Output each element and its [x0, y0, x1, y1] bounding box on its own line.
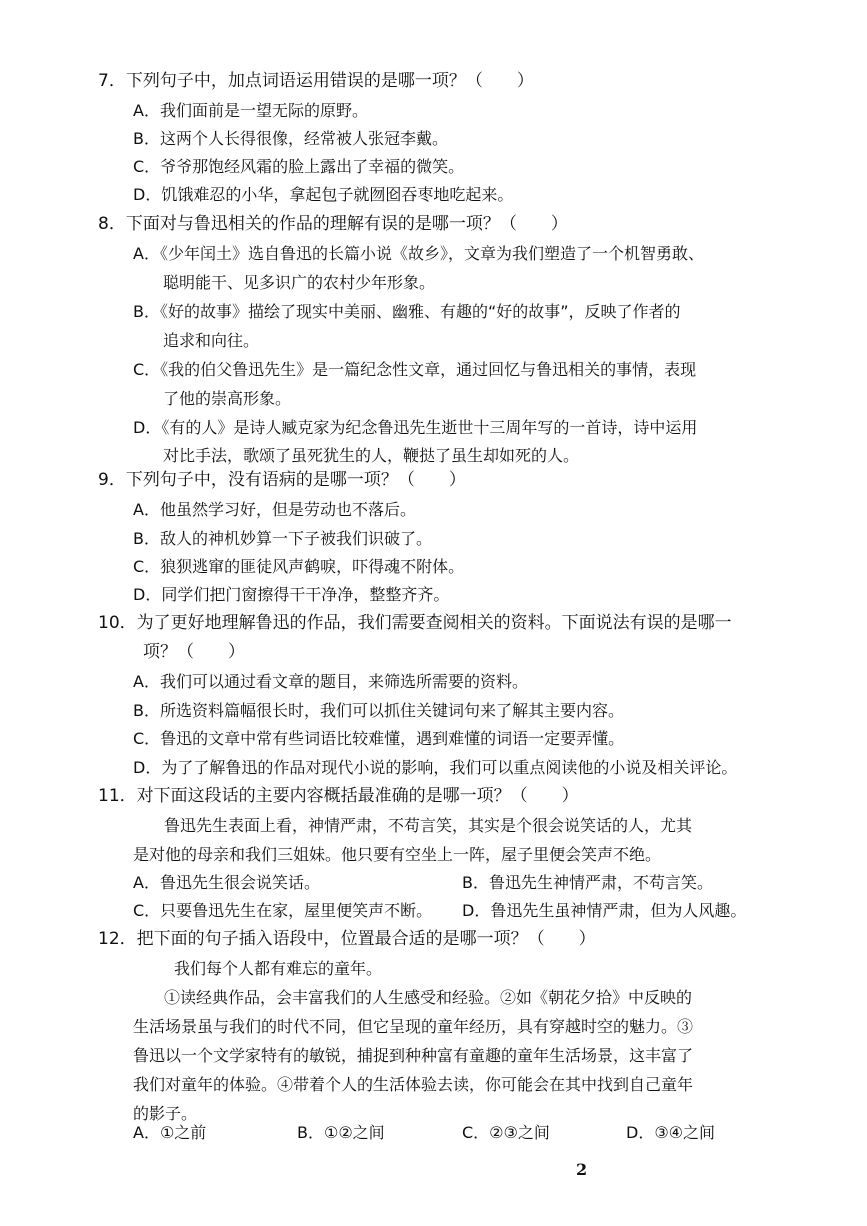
q8-option-d: D．《有的人》是诗人臧克家为纪念鲁迅先生逝世十三周年写的一首诗，诗中运用: [133, 418, 698, 437]
q10-option-c: C．鲁迅的文章中常有些词语比较难懂，遇到难懂的词语一定要弄懂。: [133, 729, 625, 748]
q7-stem: 7．下列句子中，加点词语运用错误的是哪一项？（ ）: [98, 71, 534, 91]
q10-stem: 10．为了更好地理解鲁迅的作品，我们需要查阅相关的资料。下面说法有误的是哪一: [98, 613, 732, 633]
q12-insert-sentence: 我们每个人都有难忘的童年。: [174, 959, 383, 978]
q12-passage-line3: 鲁迅以一个文学家特有的敏锐，捕捉到种种富有童趣的童年生活场景，这丰富了: [133, 1046, 694, 1065]
q11-passage-line1: 鲁迅先生表面上看，神情严肃，不苟言笑，其实是个很会说笑话的人，尤其: [164, 816, 693, 835]
q9-option-b: B．敌人的神机妙算一下子被我们识破了。: [133, 529, 432, 548]
q12-passage-line1: ①读经典作品，会丰富我们的人生感受和经验。②如《朝花夕拾》中反映的: [164, 988, 693, 1007]
q8-option-b: B．《好的故事》描绘了现实中美丽、幽雅、有趣的“好的故事”，反映了作者的: [133, 302, 681, 321]
q12-passage-line5: 的影子。: [133, 1104, 198, 1123]
q12-option-b: B．①②之间: [297, 1123, 385, 1142]
q12-passage-line4: 我们对童年的体验。④带着个人的生活体验去读，你可能会在其中找到自己童年: [133, 1075, 694, 1094]
q7-option-b: B．这两个人长得很像，经常被人张冠李戴。: [133, 129, 448, 148]
page-number: 2: [576, 1160, 588, 1179]
q7-option-a: A．我们面前是一望无际的原野。: [133, 101, 368, 120]
q11-option-a: A．鲁迅先生很会说笑话。: [133, 873, 320, 892]
q12-option-c: C．②③之间: [462, 1123, 550, 1142]
q8-option-c: C．《我的伯父鲁迅先生》是一篇纪念性文章，通过回忆与鲁迅相关的事情，表现: [133, 360, 697, 379]
q9-option-a: A．他虽然学习好，但是劳动也不落后。: [133, 500, 416, 519]
q10-option-d: D．为了了解鲁迅的作品对现代小说的影响，我们可以重点阅读他的小说及相关评论。: [133, 758, 738, 777]
q12-option-d: D．③④之间: [626, 1123, 716, 1142]
q8-option-c-cont: 了他的崇高形象。: [163, 389, 292, 408]
q8-option-d-cont: 对比手法，歌颂了虽死犹生的人，鞭挞了虽生却如死的人。: [163, 446, 580, 465]
q8-option-b-cont: 追求和向往。: [163, 331, 260, 350]
q7-option-c: C．爷爷那饱经风霜的脸上露出了幸福的微笑。: [133, 157, 465, 176]
q7-option-d: D．饥饿难忍的小华，拿起包子就囫囵吞枣地吃起来。: [133, 185, 514, 204]
q11-passage-line2: 是对他的母亲和我们三姐妹。他只要有空坐上一阵，屋子里便会笑声不绝。: [133, 845, 662, 864]
q11-stem: 11．对下面这段话的主要内容概括最准确的是哪一项？（ ）: [98, 786, 579, 806]
q8-option-a-cont: 聪明能干、见多识广的农村少年形象。: [163, 273, 436, 292]
q12-passage-line2: 生活场景虽与我们的时代不同，但它呈现的童年经历，具有穿越时空的魅力。③: [133, 1017, 694, 1036]
q10-option-a: A．我们可以通过看文章的题目，来筛选所需要的资料。: [133, 672, 528, 691]
q10-option-b: B．所选资料篇幅很长时，我们可以抓住关键词句来了解其主要内容。: [133, 701, 624, 720]
q12-option-a: A．①之前: [133, 1123, 207, 1142]
q8-option-a: A．《少年闰土》选自鲁迅的长篇小说《故乡》，文章为我们塑造了一个机智勇敢、: [133, 244, 704, 263]
q9-option-c: C．狼狈逃窜的匪徒风声鹤唳，吓得魂不附体。: [133, 557, 465, 576]
q11-option-d: D．鲁迅先生虽神情严肃，但为人风趣。: [462, 901, 747, 920]
q11-option-b: B．鲁迅先生神情严肃，不苟言笑。: [462, 873, 713, 892]
q9-option-d: D．同学们把门窗擦得干干净净，整整齐齐。: [133, 585, 450, 604]
q11-option-c: C．只要鲁迅先生在家，屋里便笑声不断。: [133, 901, 433, 920]
q8-stem: 8．下面对与鲁迅相关的作品的理解有误的是哪一项？（ ）: [98, 214, 568, 234]
q12-stem: 12．把下面的句子插入语段中，位置最合适的是哪一项？（ ）: [98, 929, 596, 949]
q9-stem: 9．下列句子中，没有语病的是哪一项？（ ）: [98, 470, 466, 490]
q10-stem-cont: 项？（ ）: [143, 642, 245, 662]
